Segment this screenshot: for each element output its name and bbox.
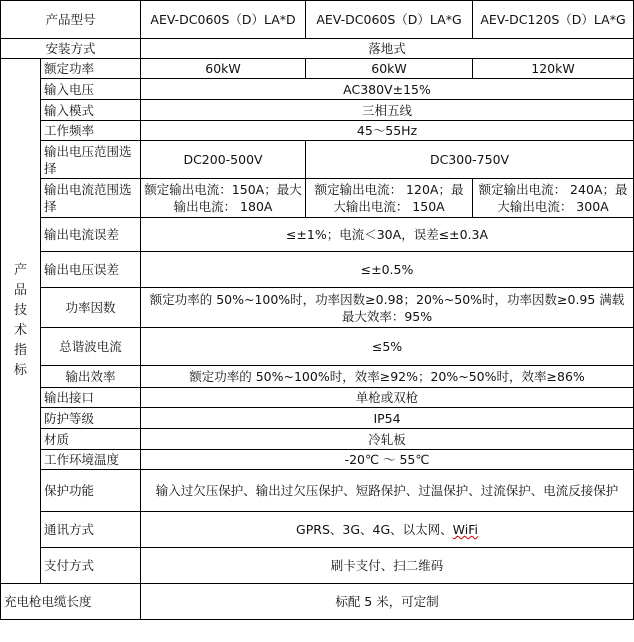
temp-label: 工作环境温度: [41, 450, 141, 470]
cable-label: 充电枪电缆长度: [1, 584, 141, 620]
comm-value-main: GPRS、3G、4G、以太网、: [296, 522, 453, 537]
install-row: [1, 39, 634, 59]
pf-label: 功率因数: [41, 288, 141, 328]
eff-value: 额定功率的 50%~100%时，效率≥92%；20%~50%时，效率≥86%: [141, 366, 634, 388]
ip-label: 防护等级: [41, 408, 141, 429]
out-i-range-value-2: 额定输出电流： 120A；最大输出电流： 150A: [306, 179, 473, 218]
protect-value: 输入过欠压保护、输出过欠压保护、短路保护、过温保护、过流保护、电流反接保护: [141, 470, 634, 512]
pay-value: 刷卡支付、扫二维码: [141, 548, 634, 584]
eff-row: [1, 366, 634, 388]
thd-value: ≤5%: [141, 328, 634, 366]
comm-label: 通讯方式: [41, 512, 141, 548]
material-label: 材质: [41, 429, 141, 450]
comm-value-wifi: WiFi: [452, 522, 478, 537]
input-voltage-label: 输入电压: [41, 79, 141, 100]
power-value-3: 120kW: [473, 59, 634, 79]
install-value: 落地式: [141, 39, 634, 59]
out-v-range-value-1: DC200-500V: [141, 141, 306, 179]
power-value-1: 60kW: [141, 59, 306, 79]
material-value: 冷轧板: [141, 429, 634, 450]
freq-label: 工作频率: [41, 121, 141, 141]
eff-label: 输出效率: [41, 366, 141, 388]
out-v-range-label: 输出电压范围选择: [41, 141, 141, 179]
pay-row: [1, 548, 634, 584]
ip-value: IP54: [141, 408, 634, 429]
cable-value: 标配 5 米，可定制: [141, 584, 634, 620]
power-row: [1, 59, 634, 79]
model-label: 产品型号: [1, 1, 141, 39]
out-i-err-label: 输出电流误差: [41, 218, 141, 252]
group-label: 产品技术指标: [1, 59, 41, 584]
pay-label: 支付方式: [41, 548, 141, 584]
install-label: 安装方式: [1, 39, 141, 59]
out-i-range-value-3: 额定输出电流： 240A；最大输出电流： 300A: [473, 179, 634, 218]
out-v-range-value-23: DC300-750V: [306, 141, 634, 179]
thd-label: 总谐波电流: [41, 328, 141, 366]
pf-value: 额定功率的 50%~100%时，功率因数≥0.98；20%~50%时，功率因数≥0.95 满载最大效率：95%: [141, 288, 634, 328]
out-i-range-row: [1, 179, 634, 218]
model-2: AEV-DC060S（D）LA*G: [306, 1, 473, 39]
ip-row: [1, 408, 634, 429]
input-voltage-value: AC380V±15%: [141, 79, 634, 100]
model-1: AEV-DC060S（D）LA*D: [141, 1, 306, 39]
out-i-range-value-1: 额定输出电流：150A；最大输出电流： 180A: [141, 179, 306, 218]
protect-label: 保护功能: [41, 470, 141, 512]
out-port-label: 输出接口: [41, 388, 141, 408]
power-value-2: 60kW: [306, 59, 473, 79]
out-v-err-row: [1, 252, 634, 288]
freq-row: [1, 121, 634, 141]
model-3: AEV-DC120S（D）LA*G: [473, 1, 634, 39]
out-v-err-label: 输出电压误差: [41, 252, 141, 288]
protect-row: [1, 470, 634, 512]
comm-value: [141, 512, 634, 548]
thd-row: [1, 328, 634, 366]
freq-value: 45～55Hz: [141, 121, 634, 141]
input-voltage-row: [1, 79, 634, 100]
comm-row: [1, 512, 634, 548]
out-port-row: [1, 388, 634, 408]
model-row: [1, 1, 634, 39]
out-port-value: 单枪或双枪: [141, 388, 634, 408]
out-i-err-row: [1, 218, 634, 252]
temp-value: -20℃ ～ 55℃: [141, 450, 634, 470]
out-i-range-label: 输出电流范围选择: [41, 179, 141, 218]
power-label: 额定功率: [41, 59, 141, 79]
input-mode-value: 三相五线: [141, 100, 634, 121]
cable-row: [1, 584, 634, 620]
pf-row: [1, 288, 634, 328]
out-v-err-value: ≤±0.5%: [141, 252, 634, 288]
out-i-err-value: ≤±1%；电流＜30A，误差≤±0.3A: [141, 218, 634, 252]
input-mode-label: 输入模式: [41, 100, 141, 121]
out-v-range-row: [1, 141, 634, 179]
temp-row: [1, 450, 634, 470]
material-row: [1, 429, 634, 450]
input-mode-row: [1, 100, 634, 121]
